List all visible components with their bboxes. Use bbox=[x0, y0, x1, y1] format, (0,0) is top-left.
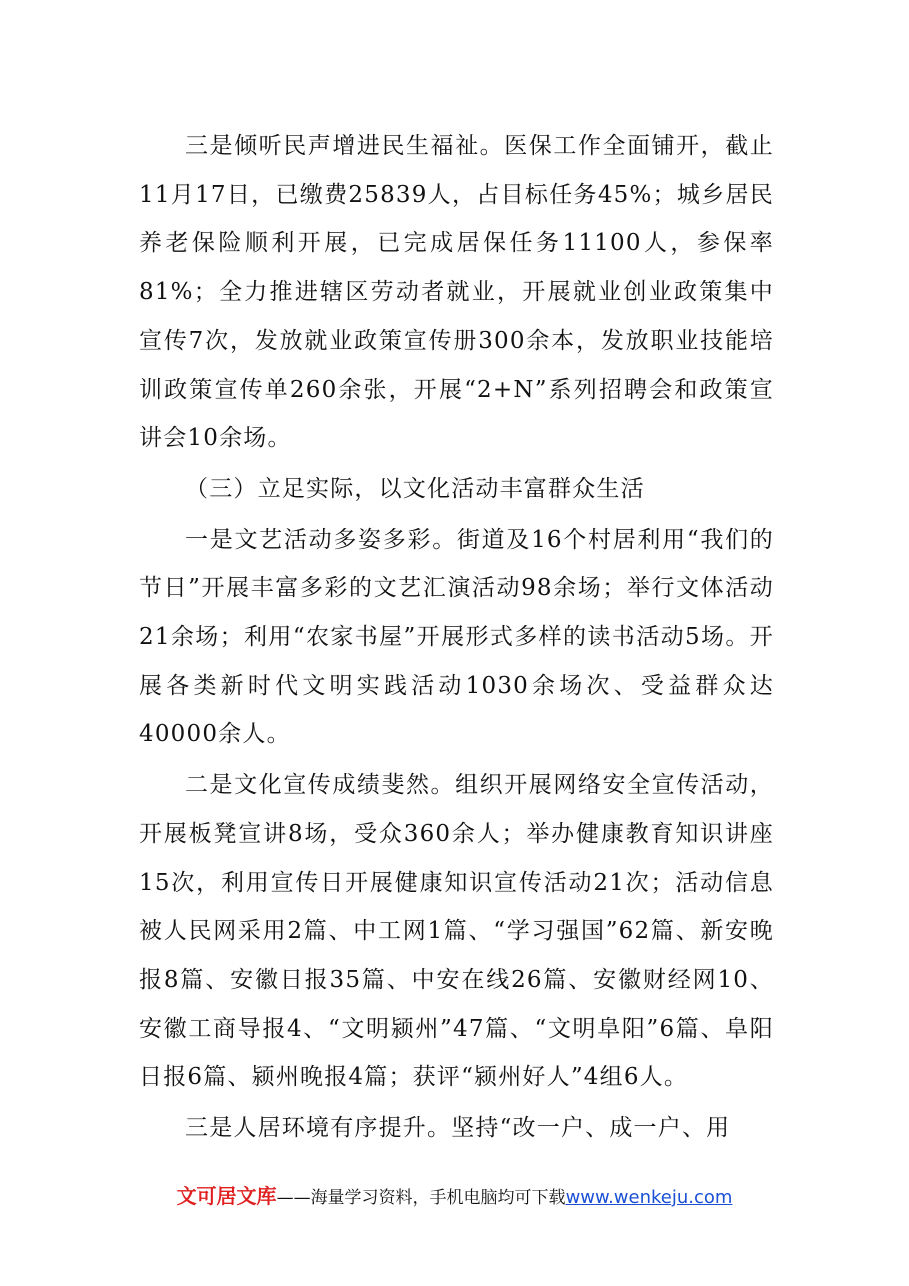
paragraph-living-environment: 三是人居环境有序提升。坚持“改一户、成一户、用 bbox=[185, 1115, 731, 1142]
paragraph-arts-activities: 一是文艺活动多姿多彩。街道及16个村居利用“我们的节日”开展丰富多彩的文艺汇演活动98余场；举行文体活动21余场；利用“农家书屋”开展形式多样的读书活动5场。开展各类新时代文明实践活动1030余场次、受益群众达40000余人。 bbox=[139, 526, 774, 748]
paragraph-livelihood: 三是倾听民声增进民生福祉。医保工作全面铺开，截止11月17日，已缴费25839人，占目标任务45%；城乡居民养老保险顺利开展，已完成居保任务11100人，参保率81%；全力推进辖区劳动者就业，开展就业创业政策集中宣传7次，发放就业政策宣传册300余本，发放职业技能培训政策宣传单260余张，开展“2+N”系列招聘会和政策宣讲会10余场。 bbox=[139, 133, 774, 452]
footer-link[interactable]: www.wenkeju.com bbox=[565, 1187, 733, 1208]
footer-brand: 文可居文库 bbox=[176, 1184, 277, 1208]
page-footer bbox=[0, 1180, 909, 1209]
document-body bbox=[139, 122, 774, 1155]
section-heading-culture: （三）立足实际，以文化活动丰富群众生活 bbox=[185, 475, 645, 502]
paragraph-cultural-publicity: 二是文化宣传成绩斐然。组织开展网络安全宣传活动，开展板凳宣讲8场，受众360余人；举办健康教育知识讲座15次，利用宣传日开展健康知识宣传活动21次；活动信息被人民网采用2篇、中工网1篇、“学习强国”62篇、新安晚报8篇、安徽日报35篇、中安在线26篇、安徽财经网10、安徽工商导报4、“文明颍州”47篇、“文明阜阳”6篇、阜阳日报6篇、颍州晚报4篇；获评“颍州好人”4组6人。 bbox=[139, 772, 774, 1091]
footer-tagline: ——海量学习资料，手机电脑均可下载 bbox=[276, 1188, 566, 1208]
